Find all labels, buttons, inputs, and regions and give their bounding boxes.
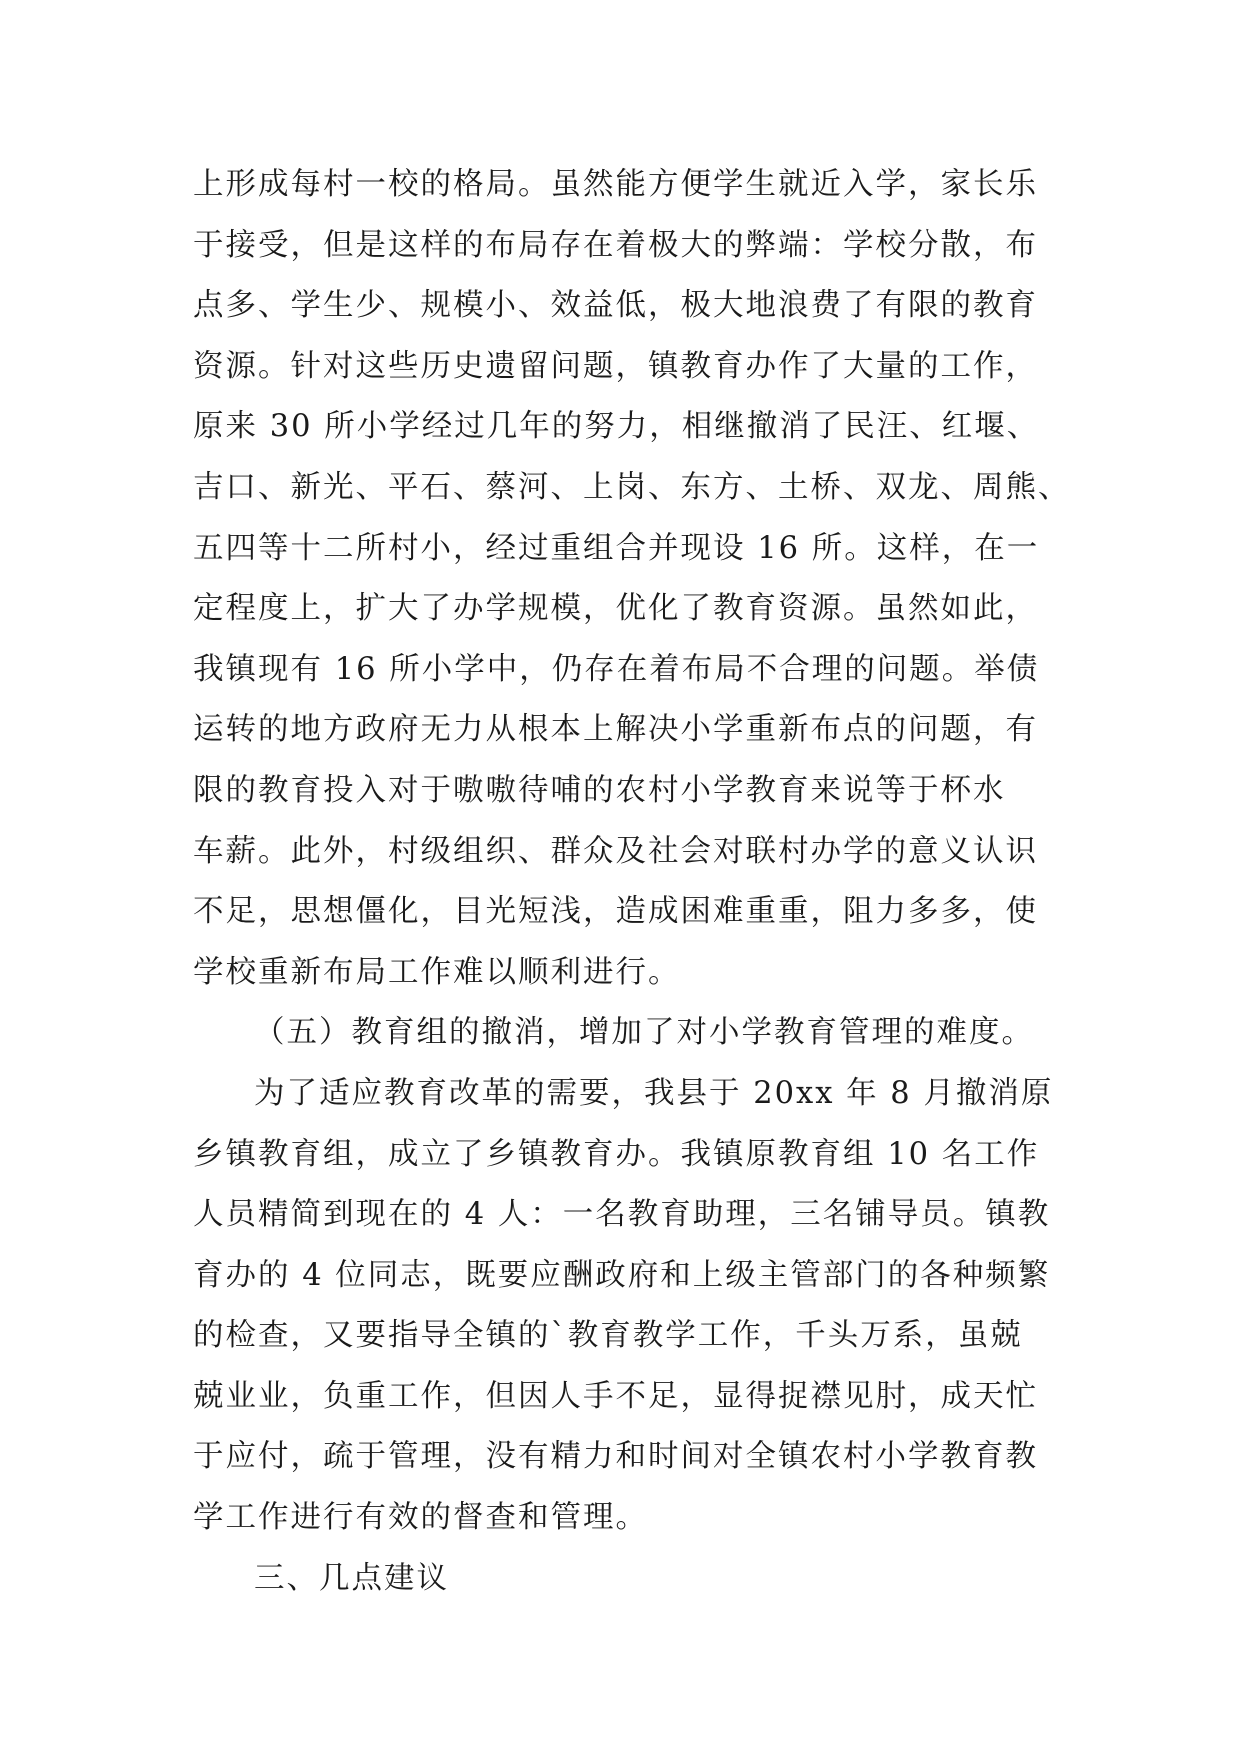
section-heading: 三、几点建议 <box>254 1560 449 1596</box>
text-line: 限的教育投入对于嗷嗷待哺的农村小学教育来说等于杯水 <box>193 772 1006 808</box>
text-line: 的检查，又要指导全镇的`教育教学工作，千头万系，虽兢 <box>193 1318 1023 1354</box>
text-line: 吉口、新光、平石、蔡河、上岗、东方、土桥、双龙、周熊、 <box>193 469 1071 505</box>
text-line: 资源。针对这些历史遗留问题，镇教育办作了大量的工作， <box>193 348 1038 384</box>
text-line: 为了适应教育改革的需要，我县于 20xx 年 8 月撤消原 <box>254 1075 1054 1111</box>
text-line: 定程度上，扩大了办学规模，优化了教育资源。虽然如此， <box>193 591 1038 627</box>
text-line: 于接受，但是这样的布局存在着极大的弊端：学校分散，布 <box>193 227 1038 263</box>
paragraph-school-layout <box>193 155 1071 1003</box>
text-line: 于应付，疏于管理，没有精力和时间对全镇农村小学教育教 <box>193 1439 1038 1475</box>
text-line: 车薪。此外，村级组织、群众及社会对联村办学的意义认识 <box>193 833 1038 869</box>
paragraph-education-office <box>193 1064 1063 1549</box>
text-line: 点多、学生少、规模小、效益低，极大地浪费了有限的教育 <box>193 288 1038 324</box>
text-line: 我镇现有 16 所小学中，仍存在着布局不合理的问题。举债 <box>193 651 1040 687</box>
text-line: 学校重新布局工作难以顺利进行。 <box>193 954 681 990</box>
text-line: 乡镇教育组，成立了乡镇教育办。我镇原教育组 10 名工作 <box>193 1136 1040 1172</box>
text-line: 学工作进行有效的督查和管理。 <box>193 1500 648 1536</box>
heading-item-five <box>193 1003 1063 1064</box>
text-line: 兢业业，负重工作，但因人手不足，显得捉襟见肘，成天忙 <box>193 1378 1038 1414</box>
section-three <box>193 1549 1063 1610</box>
text-line: 育办的 4 位同志，既要应酬政府和上级主管部门的各种频繁 <box>193 1257 1051 1293</box>
text-line: 五四等十二所村小，经过重组合并现设 16 所。这样，在一 <box>193 530 1040 566</box>
subheading-text: （五）教育组的撤消，增加了对小学教育管理的难度。 <box>254 1015 1034 1051</box>
text-line: 不足，思想僵化，目光短浅，造成困难重重，阻力多多，使 <box>193 894 1038 930</box>
document-body <box>193 155 1071 1609</box>
text-line: 原来 30 所小学经过几年的努力，相继撤消了民汪、红堰、 <box>193 409 1040 445</box>
text-line: 人员精简到现在的 4 人：一名教育助理，三名铺导员。镇教 <box>193 1197 1051 1233</box>
text-line: 上形成每村一校的格局。虽然能方便学生就近入学，家长乐 <box>193 167 1038 202</box>
text-line: 运转的地方政府无力从根本上解决小学重新布点的问题，有 <box>193 712 1038 748</box>
